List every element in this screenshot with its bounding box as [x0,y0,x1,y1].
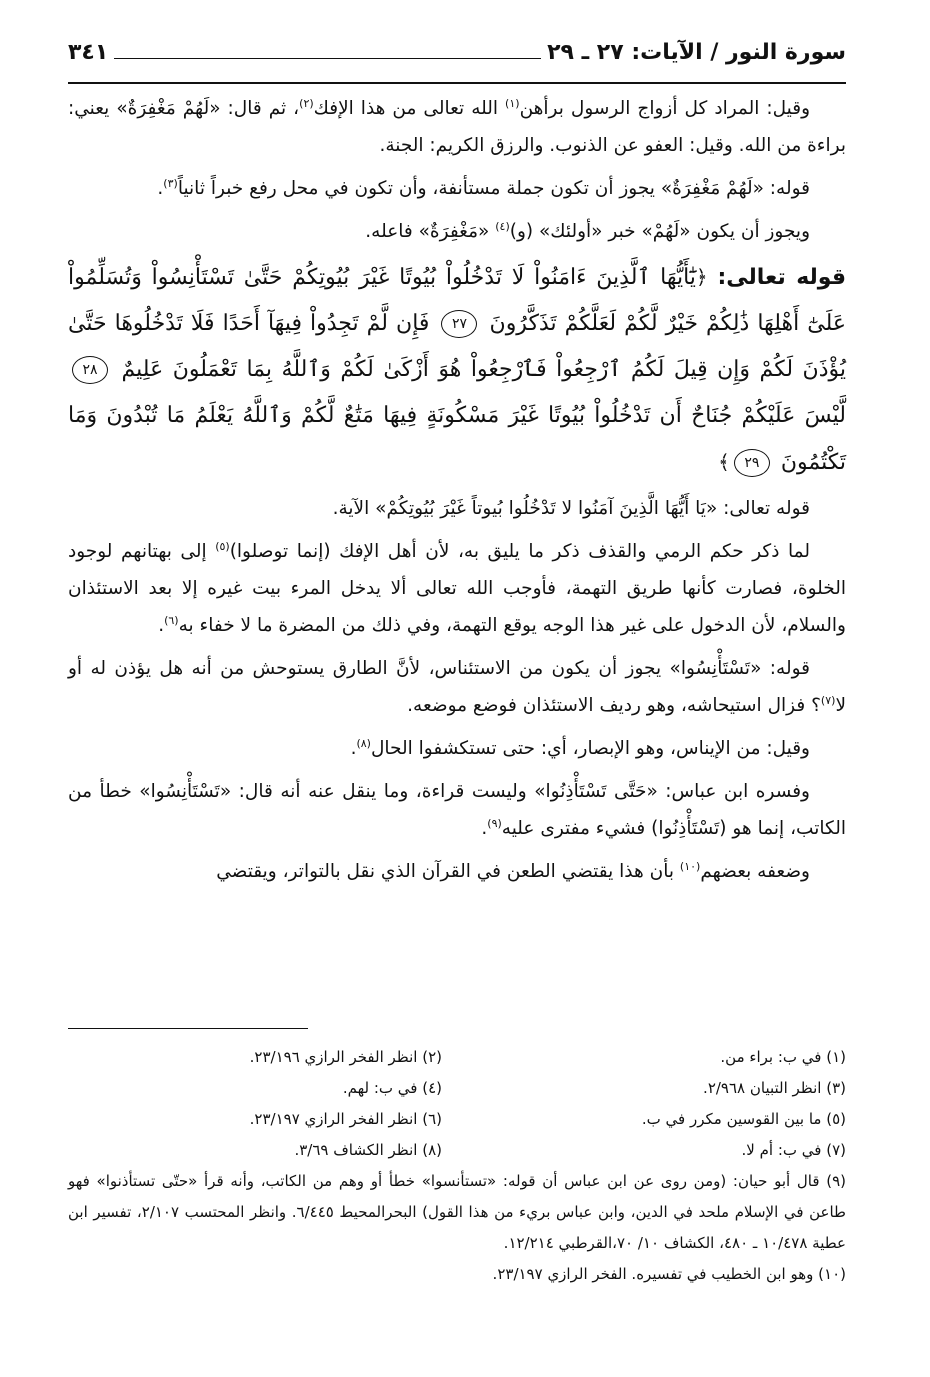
open-bracket: ﴿ [695,265,708,289]
quran-verses [68,254,846,486]
footnotes-grid [68,1042,846,1166]
text-run: . [158,615,165,636]
footnote: (٣) انظر التبيان ٢/٩٦٨. [703,1079,846,1097]
footnote-ref: (٤) [495,219,510,233]
footnote: (٩) قال أبو حيان: (ومن روى عن ابن عباس أن قوله: «تستأنسوا» خطأ أو وهم من الكاتب، وأنه قرأ «حتّى تستأذنوا» فهو طاعن في الإسلام ملحد في الدين، وابن عباس بريء من هذا القول) البحرالمحيط ٦/٤٤٥. وانظر المحتسب ٢/١٠٧، تفسير ابن عطية ١٠/٤٧٨ ـ ٤٨٠، الكشاف ١٠/ ٧٠،القرطبي ١٢/٢١٤. [68,1172,846,1252]
text-run: الله تعالى من هذا الإفك [313,98,506,119]
text-run: ويجوز أن يكون «لَهُمْ» خبر «أولئك» (و) [509,221,810,242]
footnotes-divider [68,1028,308,1029]
footnote: (٢) انظر الفخر الرازي ٢٣/١٩٦. [249,1048,442,1066]
paragraph [68,90,846,164]
paragraph [68,490,846,527]
footnote: (٤) في ب: لهم. [342,1079,442,1097]
surah-title: سورة النور / الآيات: ٢٧ ـ ٢٩ [547,40,846,65]
ayah-number-mark: ٢٨ [72,356,108,384]
text-run: . [350,738,357,759]
text-run: . [157,178,164,199]
header-underline [68,82,846,84]
text-run: وقيل: من الإيناس، وهو الإبصار، أي: حتى تستكشفوا الحال [370,738,810,759]
footnote-ref: (٢) [299,96,314,110]
text-run: ، ثم قال: «لَهُمْ مَغْفِرَةٌ» يعني: براءة من الله. وقيل: العفو عن الذنوب. والرزق الكريم: الجنة. [68,98,846,156]
text-run: وفسره ابن عباس: «حَتَّى تَسْتَأْذِنُوا» وليست قراءة، وما ينقل عنه أنه قال: «تَسْتَأْنِسُوا» خطأ من الكاتب، إنما هو (تَسْتَأْذِنُوا) فشيء مفترى عليه [68,781,846,839]
text-run: ؟ فزال استيحاشه، وهو رديف الاستئذان فوضع موضعه. [407,695,821,716]
paragraph [68,533,846,644]
text-run: إلى بهتانهم لوجود الخلوة، فصارت كأنها طريق التهمة، فأوجب الله تعالى ألا يدخل المرء بيت غيره إلا بعد الاستئذان والسلام، لأن الدخول على غير هذا الوجه يوقع التهمة، وفي ذلك من المضرة ما لا خفاء به [68,541,846,636]
document-page [68,40,846,1350]
footnote: (١) في ب: براء من. [720,1048,846,1066]
footnote-ref: (٨) [356,736,371,750]
ayah-number-mark: ٢٧ [441,310,477,338]
footnote-ref: (٧) [820,693,836,707]
verse-29: لَّيْسَ عَلَيْكُمْ جُنَاحٌ أَن تَدْخُلُواْ بُيُوتًا غَيْرَ مَسْكُونَةٍ فِيهَا مَتَٰعٌ لَّكُمْ وَٱللَّهُ يَعْلَمُ مَا تُبْدُونَ وَمَا تَكْتُمُونَ [68,403,846,475]
quran-lead: قوله تعالى: [717,265,847,290]
paragraph [68,213,846,250]
text-run: بأن هذا يقتضي الطعن في القرآن الذي نقل بالتواتر، ويقتضي [216,861,680,882]
text-run: قوله تعالى: «يَا أَيُّهَا الَّذِينَ آمَنُوا لا تَدْخُلُوا بُيوتاً غَيْرَ بُيُوتِكُمْ» الآية. [332,498,810,519]
footnote: (٥) ما بين القوسين مكرر في ب. [641,1110,846,1128]
verse-27: يَٰٓأَيُّهَا ٱلَّذِينَ ءَامَنُواْ لَا تَدْخُلُواْ بُيُوتًا غَيْرَ بُيُوتِكُمْ حَتَّىٰ تَسْتَأْنِسُواْ وَتُسَلِّمُواْ عَلَىٰٓ أَهْلِهَا ذَٰلِكُمْ خَيْرٌ لَّكُمْ لَعَلَّكُمْ تَذَكَّرُونَ [68,265,846,336]
paragraph [68,773,846,847]
text-run: وضعفه بعضهم [700,861,810,882]
body-text-top [68,90,846,250]
running-header [68,40,846,80]
footnote-ref: (٣) [163,176,178,190]
paragraph [68,650,846,724]
footnote-ref: (١) [505,96,520,110]
footnote-ref: (٩) [487,816,502,830]
text-run: «مَغْفِرَةٌ» فاعله. [365,221,496,242]
paragraph [68,170,846,207]
text-run: قوله: «تَسْتَأْنِسُوا» يجوز أن يكون من الاستئناس، لأنَّ الطارق يستوحش من أنه هل يؤذن له أو لا [68,658,846,716]
footnote: (٧) في ب: أم لا. [741,1141,846,1159]
ayah-number-mark: ٢٩ [734,449,770,477]
footnote: (٨) انظر الكشاف ٣/٦٩. [294,1141,442,1159]
footnote-ref: (٥) [215,539,230,553]
footnote-ref: (١٠) [679,859,701,873]
footnote-ref: (٦) [164,613,179,627]
body-text-bottom [68,490,846,890]
page-number: ٣٤١ [68,40,109,65]
paragraph [68,853,846,890]
verse-28: فَإِن لَّمْ تَجِدُواْ فِيهَآ أَحَدًا فَلَا تَدْخُلُوهَا حَتَّىٰ يُؤْذَنَ لَكُمْ وَإِن قِيلَ لَكُمُ ٱرْجِعُواْ فَٱرْجِعُواْ هُوَ أَزْكَىٰ لَكُمْ وَٱللَّهُ بِمَا تَعْمَلُونَ عَلِيمٌ [68,311,846,382]
paragraph [68,730,846,767]
close-bracket: ﴾ [718,450,730,474]
text-run: وقيل: المراد كل أزواج الرسول برأهن [519,98,810,119]
footnotes [68,1042,846,1290]
text-run: . [481,818,488,839]
text-run: قوله: «لَهُمْ مَغْفِرَةٌ» يجوز أن تكون جملة مستأنفة، وأن تكون في محل رفع خبراً ثانياً [177,178,810,199]
footnote: (٦) انظر الفخر الرازي ٢٣/١٩٧. [249,1110,442,1128]
header-rule [114,58,541,59]
text-run: لما ذكر حكم الرمي والقذف ذكر ما يليق به، لأن أهل الإفك (إنما توصلوا) [229,541,810,562]
footnote: (١٠) وهو ابن الخطيب في تفسيره. الفخر الرازي ٢٣/١٩٧. [492,1265,846,1283]
